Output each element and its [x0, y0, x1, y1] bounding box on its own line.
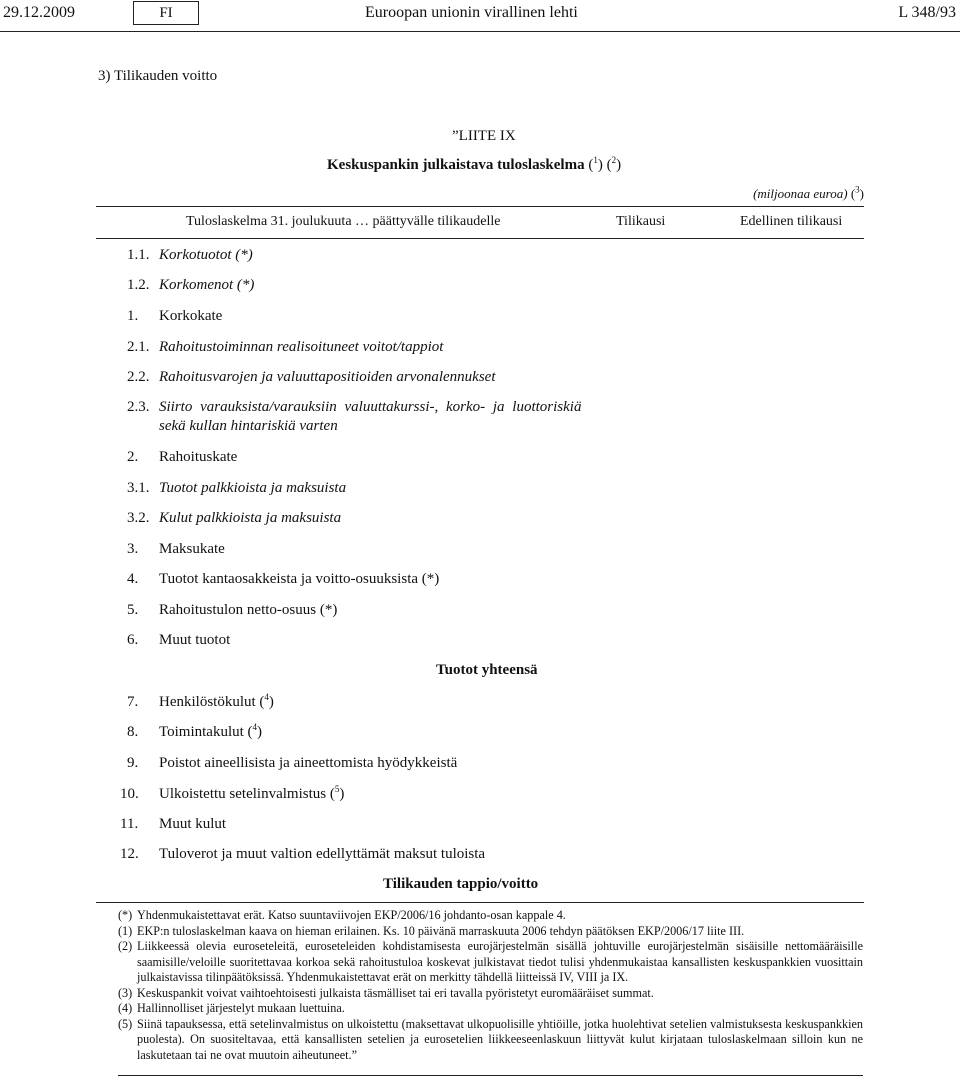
table-row: 2. Rahoituskate: [127, 449, 238, 465]
publication-date: 29.12.2009: [3, 4, 75, 21]
section-title: 3) Tilikauden voitto: [98, 68, 218, 84]
table-row: 9. Poistot aineellisista ja aineettomista hyödykkeistä: [127, 755, 458, 771]
footnote: (1) EKP:n tuloslaskelman kaava on hieman erilainen. Ks. 10 päivänä marraskuuta 2006 tehdyn päätöksen EKP/2006/17 liite III.: [118, 923, 745, 938]
column-header-current: Tilikausi: [616, 214, 666, 229]
annex-label: ”LIITE IX: [452, 128, 516, 144]
footnote: (5) Siinä tapauksessa, että setelinvalmistus on ulkoistettu (maksettavat ulkopuolisille yhtiöille, jotka huolehtivat setelien valmistuksesta keskuspankkien puolesta). On suositeltavaa, että kansallisten setelien ja eurosetelien liikkeeseenlaskuun liittyvät kulut kirjataan tuloslaskelmaan silloin kun ne laskutetaan tai ne ovat muutoin aiheutuneet.”: [118, 1016, 863, 1062]
table-header-rule: [96, 238, 864, 239]
footnote: (*) Yhdenmukaistettavat erät. Katso suuntaviivojen EKP/2006/16 johdanto-osan kappale 4.: [118, 908, 566, 922]
unit-note: (miljoonaa euroa) ($^3$): [753, 184, 864, 201]
table-row: 5. Rahoitustulon netto-osuus (*): [127, 602, 338, 618]
statement-title-text: Keskuspankin julkaistava tuloslaskelma: [327, 157, 585, 173]
footnote: (4) Hallinnolliset järjestelyt mukaan luettuina.: [118, 1001, 345, 1015]
table-row: 8. Toimintakulut ($^4$): [127, 722, 263, 740]
table-row: 2.3. Siirto varauksista/varauksiin valuuttakurssi-, korko- ja luottoriskiä: [127, 399, 582, 415]
title-footnote-ref-2: ($^2$): [606, 155, 622, 173]
table-row: 7. Henkilöstökulut ($^4$): [127, 692, 274, 710]
total-income-label: Tuotot yhteensä: [436, 662, 538, 678]
table-row: 11. Muut kulut: [120, 816, 227, 832]
table-top-rule: [96, 206, 864, 207]
table-row: 2.1. Rahoitustoiminnan realisoituneet voitot/tappiot: [127, 339, 444, 355]
table-row: 12. Tuloverot ja muut valtion edellyttämät maksut tuloista: [120, 846, 486, 862]
table-row: 10. Ulkoistettu setelinvalmistus ($^5$): [120, 784, 345, 802]
table-row: 1. Korkokate: [127, 308, 223, 324]
table-row: 3. Maksukate: [127, 541, 225, 557]
table-row: 1.2. Korkomenot (*): [127, 277, 255, 293]
table-row-continuation: sekä kullan hintariskiä varten: [159, 418, 338, 434]
table-row: 4. Tuotot kantaosakkeista ja voitto-osuuksista (*): [127, 571, 440, 587]
table-row: 1.1. Korkotuotot (*): [127, 247, 253, 263]
footnote: (3) Keskuspankit voivat vaihtoehtoisesti julkaista täsmälliset tai eri tavalla pyöristetyt euromääräiset summat.: [118, 985, 654, 1000]
table-row: 3.1. Tuotot palkkioista ja maksuista: [127, 480, 347, 496]
page-reference: L 348/93: [898, 4, 956, 21]
column-header-statement: Tuloslaskelma 31. joulukuuta … päättyvälle tilikaudelle: [186, 214, 501, 229]
footnotes: [118, 908, 863, 1063]
table-row: 2.2. Rahoitusvarojen ja valuuttapositioiden arvonalennukset: [127, 369, 496, 385]
statement-title: [327, 157, 621, 174]
table-row: 3.2. Kulut palkkioista ja maksuista: [127, 510, 342, 526]
column-header-previous: Edellinen tilikausi: [740, 214, 843, 229]
language-code-box: FI: [133, 1, 199, 25]
table-row: 6. Muut tuotot: [127, 632, 231, 648]
page-bottom-rule: [118, 1075, 863, 1076]
title-footnote-ref-1: ($^1$): [588, 155, 603, 173]
total-result-label: Tilikauden tappio/voitto: [383, 876, 539, 892]
journal-title: Euroopan unionin virallinen lehti: [365, 4, 578, 21]
header-rule: [0, 31, 960, 32]
table-bottom-rule: [96, 902, 864, 903]
footnote: (2) Liikkeessä olevia euroseteleitä, euroseteleiden kohdistamisesta eurojärjestelmän sisällä johtuville eurojärjestelmän sisäisille nettomääräisille saamisille/veloille suoritettavaa korkoa sekä rahoitustuloa koskevat julkistavat tiedot tulisi yhdenmukaistaa kansallisten keskuspankkien vuosittain julkaistavissa tilinpäätöksissä. Yhdenmukaistettavat erät on merkitty tähdellä liitteissä IV, VIII ja IX.: [118, 939, 863, 984]
